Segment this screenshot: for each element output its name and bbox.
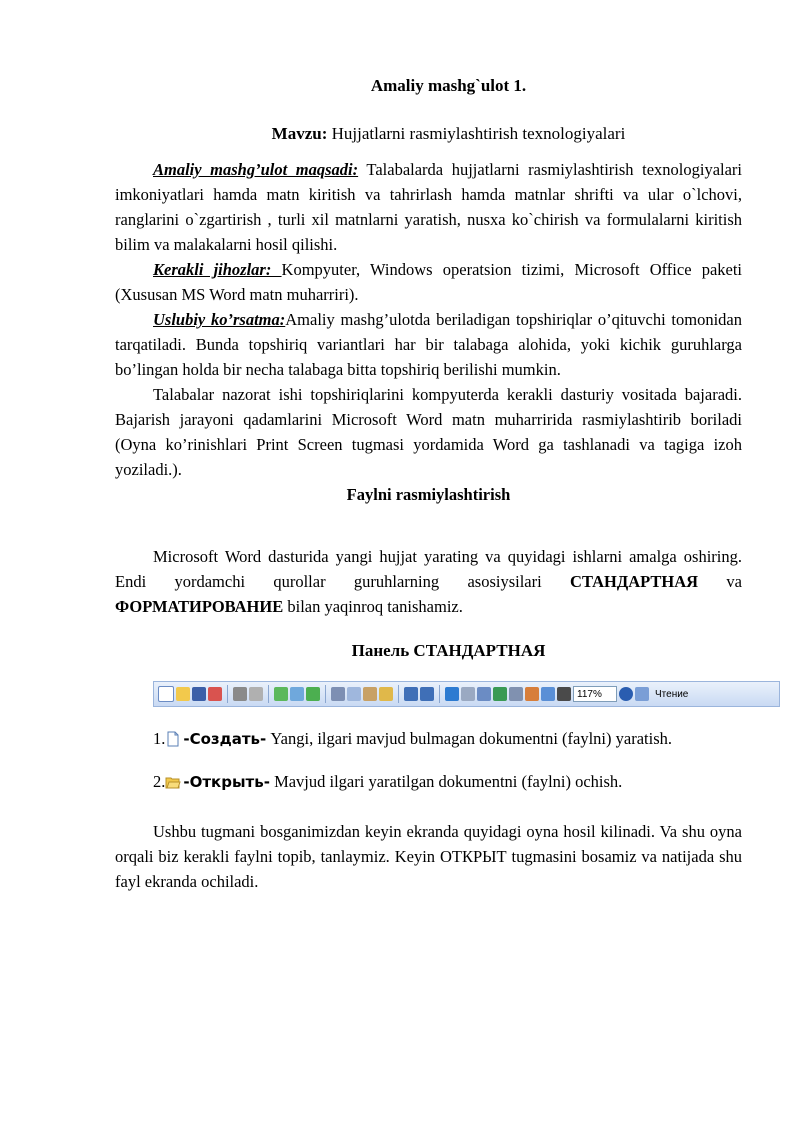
- intro-text-1: Microsoft Word dasturida yangi hujjat yarating va quyidagi ishlarni amalga oshiring. Endi yordamchi qurollar guruhlarning asosiysilari: [115, 547, 742, 591]
- print-preview-icon: [249, 687, 263, 701]
- open-folder-icon: [165, 774, 181, 790]
- read-label: Чтение: [655, 688, 689, 700]
- item-text: Yangi, ilgari mavjud bulmagan dokumentni (faylni) yaratish.: [266, 729, 672, 748]
- insert-excel-icon: [493, 687, 507, 701]
- method-paragraph: [115, 307, 742, 382]
- intro-text-3: bilan yaqinroq tanishamiz.: [283, 597, 463, 616]
- copy-icon: [347, 687, 361, 701]
- item-number: 2.: [153, 772, 166, 791]
- item-name: -Создать-: [183, 730, 267, 748]
- goal-text: Talabalarda hujjatlarni rasmiylashtirish texnologiyalari imkoniyatlari hamda matn kiritish va tahrirlash hamda matnlar shrifti va ular o`lchovi, ranglarini o`zgartirish , turli xil matnlarni yaratish, nusxa ko`chirish va formulalarni kiritish bilim va malakalarni hosil qilishi.: [115, 160, 743, 254]
- hyperlink-icon: [445, 687, 459, 701]
- page-title: Amaliy mashg`ulot 1.: [370, 76, 527, 95]
- intro-bold-standard: СТАНДАРТНАЯ: [570, 572, 699, 591]
- spelling-icon: [274, 687, 288, 701]
- print-icon: [233, 687, 247, 701]
- tables-borders-icon: [461, 687, 475, 701]
- method-text: Amaliy mashg’ulotda beriladigan topshiriqlar o’qituvchi tomonidan tarqatiladi. Bunda topshiriq variantlari har bir talabaga alohida, yoki kichik guruhlarga bo’lingan holda bir necha talabaga bitta topshiriq berilishi mumkin.: [115, 310, 742, 379]
- topic-line: [115, 124, 782, 144]
- drawing-icon: [525, 687, 539, 701]
- toolbar-intro: [115, 544, 742, 619]
- permission-icon: [208, 687, 222, 701]
- insert-table-icon: [477, 687, 491, 701]
- item-number: 1.: [153, 729, 166, 748]
- intro-text-2: va: [698, 572, 743, 591]
- equipment-text: Kompyuter, Windows operatsion tizimi, Microsoft Office paketi (Xususan MS Word matn muharriri).: [115, 260, 743, 304]
- item-name: -Открыть-: [183, 773, 270, 791]
- equipment-label: Kerakli jihozlar:: [153, 260, 282, 279]
- method-label: Uslubiy ko’rsatma:: [153, 310, 286, 329]
- cut-icon: [331, 687, 345, 701]
- save-icon: [192, 687, 206, 701]
- intro-section: [115, 157, 742, 507]
- list-item: [153, 772, 622, 792]
- goal-label: Amaliy mashg’ulot maqsadi:: [153, 160, 359, 179]
- intro-bold-format: ФОРМАТИРОВАНИЕ: [115, 597, 284, 616]
- zoom-box: 117%: [573, 686, 617, 702]
- panel-title: Панель СТАНДАРТНАЯ: [351, 641, 546, 660]
- show-hide-icon: [557, 687, 571, 701]
- translate-icon: [306, 687, 320, 701]
- topic-label: Mavzu:: [271, 124, 328, 143]
- toolbar-separator: [439, 685, 440, 703]
- goal-paragraph: [115, 157, 742, 257]
- topic-text: Hujjatlarni rasmiylashtirish texnologiyalari: [327, 124, 626, 143]
- section-title: Faylni rasmiylashtirish: [346, 485, 511, 504]
- format-painter-icon: [379, 687, 393, 701]
- redo-icon: [420, 687, 434, 701]
- document-map-icon: [541, 687, 555, 701]
- toolbar-separator: [227, 685, 228, 703]
- read-icon: [635, 687, 649, 701]
- equipment-paragraph: [115, 257, 742, 307]
- closing-paragraph: Ushbu tugmani bosganimizdan keyin ekranda quyidagi oyna hosil kilinadi. Va shu oyna orqali biz kerakli faylni topib, tanlaymiz. Keyin ОТКРЫТ tugmasini bosamiz va natijada shu fayl ekranda ochiladi.: [115, 822, 742, 891]
- toolbar-separator: [268, 685, 269, 703]
- standard-toolbar-image: [153, 681, 780, 707]
- closing-section: [115, 819, 742, 894]
- item-text: Mavjud ilgari yaratilgan dokumentni (faylni) ochish.: [269, 772, 623, 791]
- list-item: [153, 729, 672, 749]
- toolbar-separator: [398, 685, 399, 703]
- columns-icon: [509, 687, 523, 701]
- intro-paragraph: [115, 544, 742, 619]
- new-document-icon: [158, 686, 174, 702]
- research-icon: [290, 687, 304, 701]
- toolbar-separator: [325, 685, 326, 703]
- control-paragraph: Talabalar nazorat ishi topshiriqlarini kompyuterda kerakli dasturiy vositada bajaradi. Bajarish jarayoni qadamlarini Microsoft Word matn muharririda rasmiylashtirib boriladi (Oyna ko’rinishlari Print Screen tugmasi yordamida Word ga tashlanadi va tagiga izoh yoziladi.).: [115, 385, 742, 479]
- paste-icon: [363, 687, 377, 701]
- undo-icon: [404, 687, 418, 701]
- open-folder-icon: [176, 687, 190, 701]
- help-icon: [619, 687, 633, 701]
- new-document-icon: [165, 731, 181, 747]
